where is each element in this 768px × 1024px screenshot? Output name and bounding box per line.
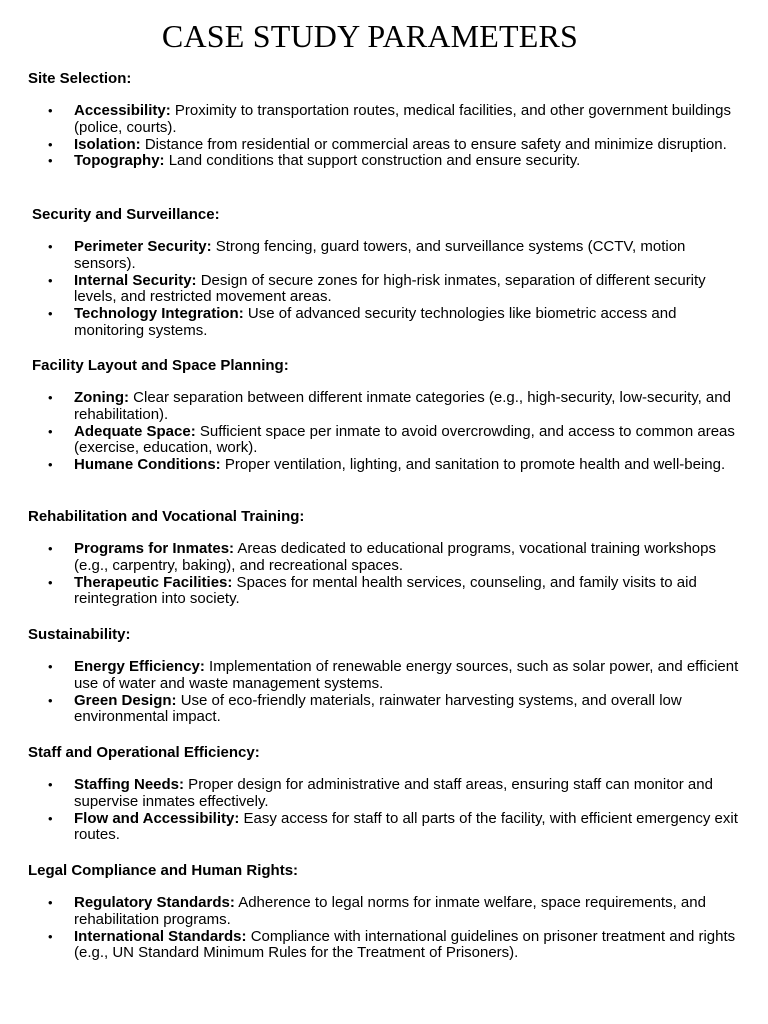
- list-item: [28, 693, 740, 727]
- item-term: International Standards:: [74, 927, 247, 945]
- section-rehabilitation: [28, 508, 740, 608]
- item-text: Spaces for mental health services, counseling, and family visits to aid reintegration into society.: [74, 573, 697, 608]
- bullet-icon: •: [48, 810, 53, 826]
- item-text: Easy access for staff to all parts of the facility, with efficient emergency exit routes.: [74, 809, 738, 844]
- bullet-icon: •: [48, 541, 53, 556]
- list-item: [28, 137, 740, 154]
- item-term: Internal Security:: [74, 271, 197, 289]
- section-heading: Legal Compliance and Human Rights:: [28, 862, 299, 879]
- bullet-icon: •: [48, 153, 53, 169]
- list-item: [28, 239, 740, 273]
- list-item: [28, 153, 740, 170]
- item-term: Accessibility:: [74, 102, 171, 119]
- section-heading: Sustainability:: [28, 626, 131, 643]
- bullet-icon: •: [48, 306, 53, 322]
- bullet-icon: •: [48, 272, 53, 288]
- item-term: Programs for Inmates:: [74, 540, 235, 557]
- bullet-icon: •: [48, 692, 53, 708]
- item-term: Green Design:: [74, 691, 177, 709]
- item-term: Therapeutic Facilities:: [74, 573, 233, 591]
- list-item: [28, 929, 740, 963]
- section-heading: Staff and Operational Efficiency:: [28, 744, 260, 761]
- item-term: Humane Conditions:: [74, 456, 221, 474]
- section-heading: Facility Layout and Space Planning:: [32, 357, 289, 374]
- item-text: Clear separation between different inmate categories (e.g., high-security, low-security, and rehabilitation).: [74, 389, 731, 423]
- item-term: Adequate Space:: [74, 422, 196, 440]
- list-item: [28, 457, 740, 474]
- bullet-icon: •: [48, 574, 53, 590]
- item-text: Proximity to transportation routes, medical facilities, and other government buildings (police, courts).: [74, 102, 731, 136]
- bullet-list: [28, 659, 740, 726]
- section-staff-efficiency: [28, 744, 740, 844]
- item-term: Isolation:: [74, 135, 141, 153]
- item-term: Staffing Needs:: [74, 776, 185, 793]
- section-site-selection: [28, 70, 740, 170]
- bullet-icon: •: [48, 103, 53, 118]
- bullet-list: [28, 777, 740, 844]
- bullet-icon: •: [48, 457, 53, 473]
- list-item: [28, 390, 740, 424]
- section-legal-compliance: [28, 862, 740, 962]
- section-heading: Rehabilitation and Vocational Training:: [28, 508, 305, 525]
- bullet-icon: •: [48, 659, 53, 674]
- list-item: [28, 659, 740, 693]
- item-text: Land conditions that support construction and ensure security.: [164, 152, 581, 170]
- section-security-surveillance: [28, 206, 740, 340]
- bullet-list: [28, 103, 740, 170]
- section-sustainability: [28, 626, 740, 726]
- bullet-list: [28, 239, 740, 340]
- item-text: Sufficient space per inmate to avoid overcrowding, and access to common areas (exercise, education, work).: [74, 422, 735, 457]
- item-text: Adherence to legal norms for inmate welfare, space requirements, and rehabilitation programs.: [74, 894, 706, 928]
- item-term: Flow and Accessibility:: [74, 809, 240, 827]
- bullet-list: [28, 895, 740, 962]
- item-text: Distance from residential or commercial areas to ensure safety and minimize disruption.: [140, 135, 727, 153]
- bullet-list: [28, 541, 740, 608]
- item-text: Areas dedicated to educational programs, vocational training workshops (e.g., carpentry, baking), and recreational spaces.: [74, 540, 716, 574]
- bullet-icon: •: [48, 928, 53, 944]
- item-term: Perimeter Security:: [74, 238, 212, 255]
- item-text: Proper design for administrative and staff areas, ensuring staff can monitor and supervise inmates effectively.: [74, 776, 713, 810]
- list-item: [28, 777, 740, 811]
- list-item: [28, 811, 740, 845]
- item-term: Regulatory Standards:: [74, 894, 235, 911]
- list-item: [28, 273, 740, 307]
- section-heading: Security and Surveillance:: [32, 206, 220, 223]
- bullet-icon: •: [48, 423, 53, 439]
- list-item: [28, 103, 740, 137]
- bullet-icon: •: [48, 895, 53, 910]
- item-term: Topography:: [74, 152, 165, 170]
- item-term: Technology Integration:: [74, 305, 244, 323]
- item-text: Strong fencing, guard towers, and surveillance systems (CCTV, motion sensors).: [74, 238, 686, 272]
- item-text: Use of advanced security technologies like biometric access and monitoring systems.: [74, 305, 677, 339]
- page-title: CASE STUDY PARAMETERS: [161, 18, 579, 54]
- list-item: [28, 424, 740, 458]
- section-heading: Site Selection:: [28, 70, 132, 87]
- list-item: [28, 306, 740, 340]
- item-text: Implementation of renewable energy sources, such as solar power, and efficient use of water and waste management systems.: [74, 658, 739, 692]
- bullet-icon: •: [48, 136, 53, 152]
- item-term: Zoning:: [74, 389, 129, 406]
- item-text: Compliance with international guidelines on prisoner treatment and rights (e.g., UN Standard Minimum Rules for the Treatment of Prisoners).: [74, 927, 736, 962]
- section-facility-layout: [28, 357, 740, 474]
- item-text: Design of secure zones for high-risk inmates, separation of different security levels, and restricted movement areas.: [74, 271, 706, 306]
- list-item: [28, 575, 740, 609]
- list-item: [28, 895, 740, 929]
- item-text: Proper ventilation, lighting, and sanitation to promote health and well-being.: [220, 456, 726, 474]
- bullet-icon: •: [48, 777, 53, 792]
- list-item: [28, 541, 740, 575]
- bullet-list: [28, 390, 740, 474]
- item-term: Energy Efficiency:: [74, 658, 205, 675]
- item-text: Use of eco-friendly materials, rainwater harvesting systems, and overall low environmental impact.: [74, 691, 682, 726]
- bullet-icon: •: [48, 390, 53, 405]
- bullet-icon: •: [48, 239, 53, 254]
